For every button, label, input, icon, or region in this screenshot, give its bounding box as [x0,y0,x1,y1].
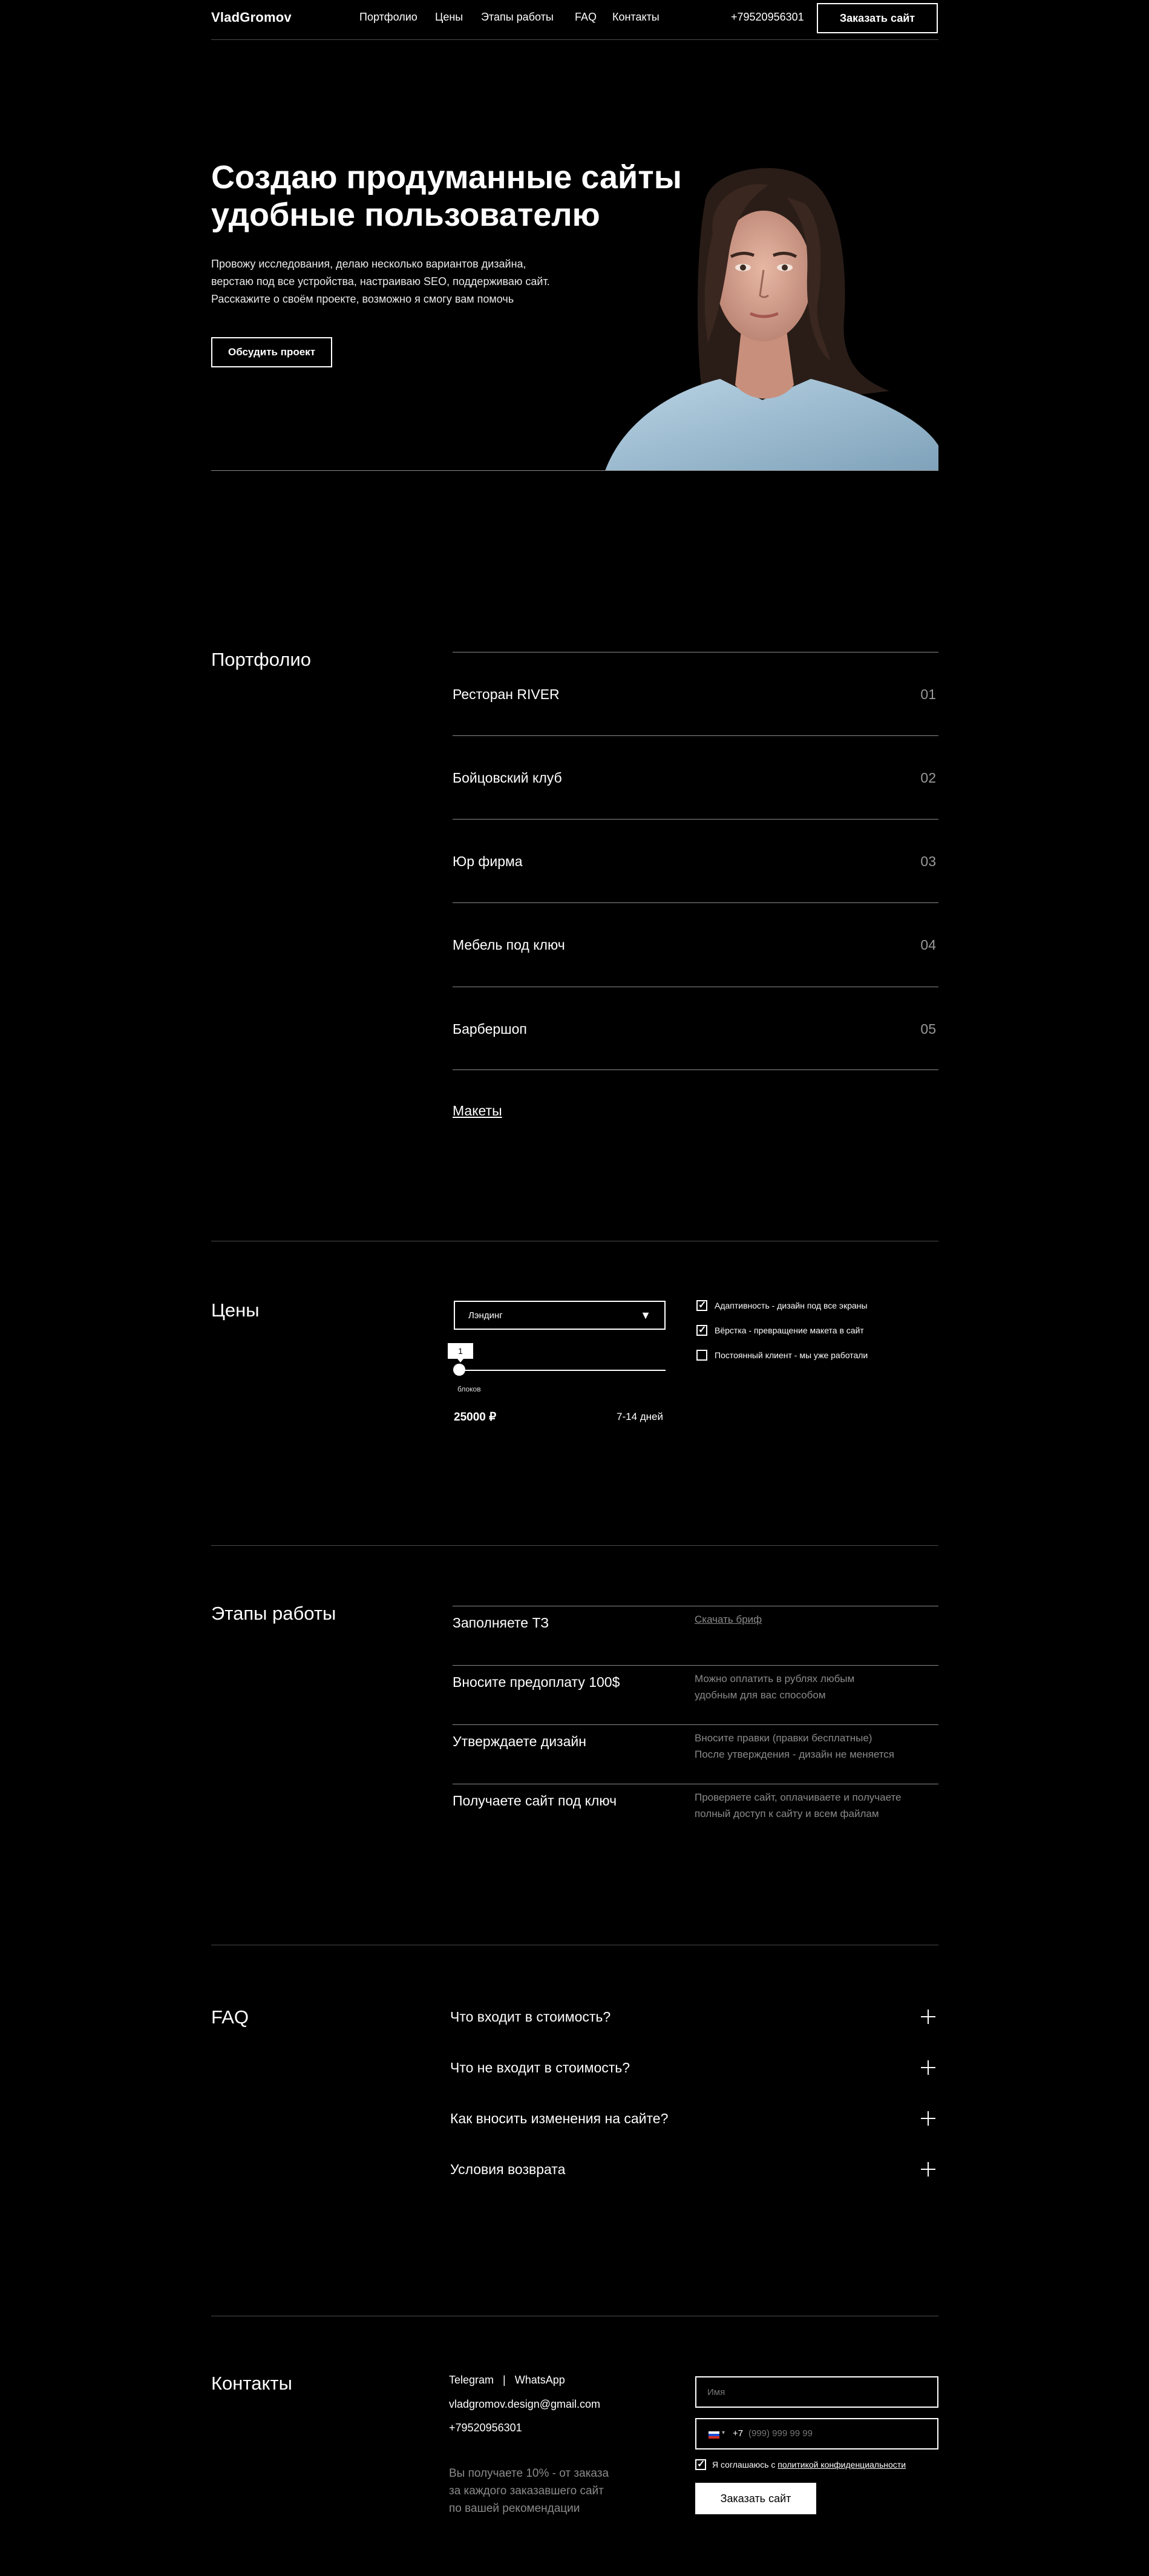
plus-icon[interactable] [921,2060,935,2075]
step-name: Вносите предоплату 100$ [453,1674,620,1690]
portfolio-item-number: 01 [920,686,936,702]
submit-order-button[interactable]: Заказать сайт [695,2483,816,2514]
nav-portfolio[interactable]: Портфолио [359,11,417,23]
checkbox-checked[interactable] [696,1325,707,1336]
faq-question[interactable]: Условия возврата [450,2161,566,2177]
nav-steps[interactable]: Этапы работы [481,11,554,23]
nav-faq[interactable]: FAQ [575,11,597,23]
messengers [449,2374,565,2387]
russia-flag-icon [709,2431,719,2438]
price-value: 25000 ₽ [454,1411,497,1424]
step-description [695,1789,931,1822]
order-site-button[interactable]: Заказать сайт [817,3,938,33]
step-description-line: После утверждения - дизайн не меняется [695,1749,895,1760]
referral-line: по вашей рекомендации [449,2502,580,2515]
privacy-policy-link[interactable]: политикой конфиденциальности [777,2460,906,2469]
option-adaptive[interactable] [696,1300,868,1311]
faq-question[interactable]: Что не входит в стоимость? [450,2060,630,2075]
step-name: Утверждаете дизайн [453,1733,586,1749]
option-label: Адаптивность - дизайн под все экраны [715,1301,868,1310]
step-description-line: удобным для вас способом [695,1689,826,1701]
contacts-title: Контакты [211,2373,292,2394]
step-description-line: Вносите правки (правки бесплатные) [695,1732,872,1744]
hero-subtitle [211,255,586,308]
duration-value: 7-14 дней [617,1411,664,1422]
prices-title: Цены [211,1300,260,1321]
consent-checkbox-row[interactable] [695,2459,906,2470]
step-description-line: Можно оплатить в рублях любым [695,1673,855,1684]
step-divider [453,1665,938,1666]
step-name: Получаете сайт под ключ [453,1793,617,1809]
section-divider [211,1545,938,1546]
step-description [695,1671,931,1703]
separator: | [503,2374,506,2386]
portfolio-item-name: Юр фирма [453,853,523,869]
plus-icon[interactable] [921,2111,935,2126]
logo[interactable]: VladGromov [211,10,292,25]
hero-subtitle-line: верстаю под все устройства, настраиваю SEO, поддерживаю сайт. [211,275,550,288]
slider-value-tooltip: 1 [448,1343,473,1359]
portfolio-item[interactable] [453,652,938,736]
email-link[interactable]: vladgromov.design@gmail.com [449,2398,601,2410]
consent-text: Я соглашаюсь с [712,2460,778,2469]
chevron-down-icon: ▼ [640,1309,651,1321]
portfolio-item-number: 05 [920,1021,936,1037]
chevron-down-icon[interactable]: ▾ [722,2430,725,2436]
download-brief-link[interactable]: Скачать бриф [695,1614,762,1625]
phone-placeholder: (999) 999 99 99 [748,2428,813,2439]
step-description [695,1730,931,1763]
steps-title: Этапы работы [211,1603,336,1624]
hero-title-line: удобные пользователю [211,197,600,233]
telegram-link[interactable]: Telegram [449,2374,494,2386]
option-label: Вёрстка - превращение макета в сайт [715,1326,864,1335]
checkbox-checked[interactable] [696,1300,707,1311]
step-divider [453,1724,938,1725]
referral-note [449,2465,609,2517]
blocks-slider-track[interactable] [454,1370,666,1371]
portfolio-item-number: 03 [920,853,936,869]
checkbox-unchecked[interactable] [696,1350,707,1361]
plus-icon[interactable] [921,2162,935,2177]
portfolio-item-name: Барбершоп [453,1021,527,1037]
portfolio-item-name: Бойцовский клуб [453,770,562,786]
step-description-line: полный доступ к сайту и всем файлам [695,1808,879,1819]
phone-input[interactable] [695,2418,938,2450]
option-markup[interactable] [696,1325,864,1336]
site-type-select[interactable] [454,1301,666,1330]
faq-question[interactable]: Что входит в стоимость? [450,2009,611,2025]
mockups-link[interactable]: Макеты [453,1103,502,1119]
option-label: Постоянный клиент - мы уже работали [715,1350,868,1360]
portfolio-title: Портфолио [211,649,311,670]
plus-icon[interactable] [921,2009,935,2024]
faq-title: FAQ [211,2006,249,2028]
referral-line: за каждого заказавшего сайт [449,2485,604,2497]
portfolio-item[interactable] [453,987,938,1071]
blocks-slider-thumb[interactable] [453,1364,465,1376]
portfolio-item-number: 04 [920,937,936,953]
portrait-photo [605,161,938,471]
select-value: Лэндинг [468,1310,503,1321]
slider-label: блоков [457,1385,481,1393]
hero-title-line: Создаю продуманные сайты [211,159,682,196]
hero-divider [211,470,938,471]
step-description-line: Проверяете сайт, оплачиваете и получаете [695,1792,902,1803]
header-phone[interactable]: +79520956301 [731,11,804,23]
phone-prefix: +7 [733,2428,744,2439]
whatsapp-link[interactable]: WhatsApp [514,2374,565,2386]
contact-phone[interactable]: +79520956301 [449,2422,522,2434]
portfolio-item[interactable] [453,903,938,987]
hero-subtitle-line: Расскажите о своём проекте, возможно я смогу вам помочь [211,293,514,305]
hero-subtitle-line: Провожу исследования, делаю несколько вариантов дизайна, [211,258,526,270]
name-input[interactable] [695,2376,938,2408]
referral-line: Вы получаете 10% - от заказа [449,2467,609,2480]
discuss-project-button[interactable]: Обсудить проект [211,337,332,367]
checkbox-checked[interactable] [695,2459,706,2470]
portfolio-item-name: Ресторан RIVER [453,686,560,702]
nav-prices[interactable]: Цены [435,11,463,23]
option-regular-client[interactable] [696,1350,868,1361]
header-divider [211,39,938,40]
nav-contacts[interactable]: Контакты [612,11,660,23]
faq-question[interactable]: Как вносить изменения на сайте? [450,2111,669,2126]
portfolio-item-number: 02 [920,770,936,786]
portfolio-item[interactable] [453,736,938,820]
portfolio-item-name: Мебель под ключ [453,937,565,953]
portfolio-item[interactable] [453,820,938,903]
step-name: Заполняете ТЗ [453,1615,549,1631]
